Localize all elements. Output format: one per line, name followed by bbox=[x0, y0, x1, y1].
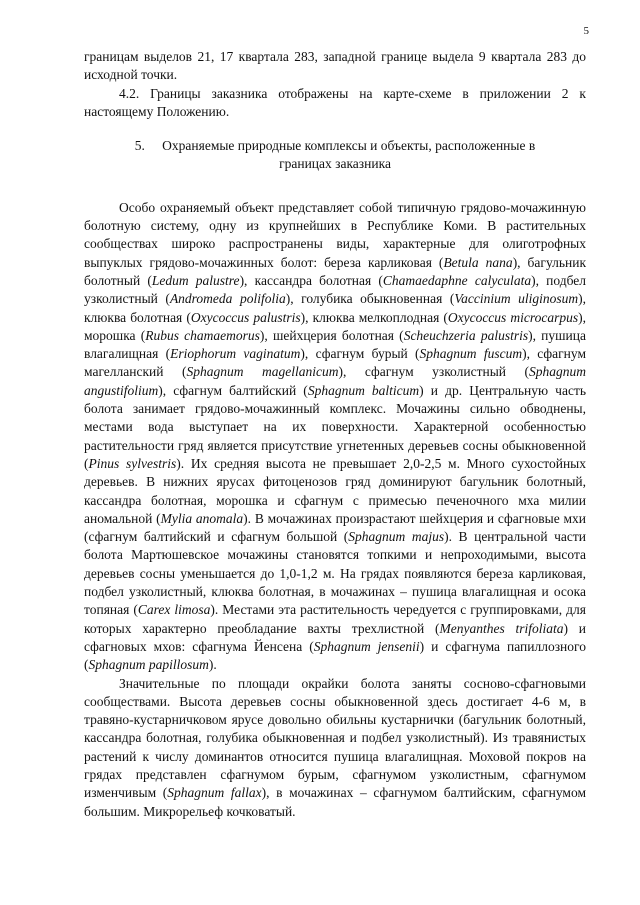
latin-species-name: Scheuchzeria palustris bbox=[403, 327, 529, 343]
latin-species-name: Vaccinium uliginosum bbox=[454, 291, 579, 307]
intro-paragraph: границам выделов 21, 17 квартала 283, западной границе выдела 9 квартала 283 до исходной точки. bbox=[84, 49, 586, 83]
latin-species-name: Pinus sylvestris bbox=[88, 455, 177, 471]
latin-species-name: Sphagnum jensenii bbox=[313, 638, 420, 654]
latin-species-name: Carex limosa bbox=[137, 602, 211, 618]
latin-species-name: Sphagnum magellanicum bbox=[186, 364, 339, 380]
item-4-2-paragraph: 4.2. Границы заказника отображены на карте-схеме в приложении 2 к настоящему Положению. bbox=[84, 85, 586, 119]
latin-species-name: Sphagnum majus bbox=[348, 529, 445, 545]
latin-species-name: Sphagnum balticum bbox=[307, 382, 420, 398]
latin-species-name: Menyanthes trifoliata bbox=[439, 620, 564, 636]
paragraph-pine-communities: Значительные по площади окрайки болота заняты сосново-сфагновыми сообществами. Высота деревьев сосны обыкновенной здесь достигает 4-6 м, в травяно-кустарничковом ярусе довольно обильны кустарнички (багульник болотный, кассандра болотная, голубика обыкновенная и подбел узколистный). Из травянистых растений к числу доминантов относится пушица влагалищная. Моховой покров на грядах представлен сфагнумом бурым, сфагнумом узколистным, сфагнумом изменчивым (Sphagnum fallax), в мочажинах – сфагнумом балтийским, сфагнумом большим. Микрорельеф кочковатый. bbox=[84, 675, 586, 819]
latin-species-name: Oxycoccus microcarpus bbox=[447, 309, 579, 325]
page-number: 5 bbox=[583, 25, 589, 37]
latin-species-name: Sphagnum angustifolium bbox=[84, 364, 586, 398]
latin-species-name: Eriophorum vaginatum bbox=[170, 346, 301, 362]
latin-species-name: Sphagnum fuscum bbox=[419, 346, 523, 362]
latin-species-name: Ledum palustre bbox=[151, 272, 240, 288]
latin-species-name: Betula nana bbox=[443, 254, 513, 270]
latin-species-name: Sphagnum fallax bbox=[167, 785, 262, 801]
section-title-line1: Охраняемые природные комплексы и объекты, расположенные в bbox=[162, 138, 536, 154]
latin-species-name: Sphagnum papillosum bbox=[88, 657, 209, 673]
latin-species-name: Rubus chamaemorus bbox=[145, 327, 260, 343]
latin-species-name: Andromeda polifolia bbox=[169, 291, 286, 307]
section-title-line2: границах заказника bbox=[279, 156, 391, 172]
latin-species-name: Mylia anomala bbox=[160, 510, 244, 526]
latin-species-name: Chamaedaphne calyculata bbox=[382, 272, 532, 288]
section-number: 5. bbox=[134, 138, 145, 154]
section-heading bbox=[84, 137, 586, 174]
paragraph-vegetation: Особо охраняемый объект представляет собой типичную грядово-мочажинную болотную систему, одну из крупнейших в Республике Коми. В растительных сообществах широко распространены виды, характерные для олиготрофных выпуклых грядово-мочажинных болот: береза карликовая (Betula nana), багульник болотный (Ledum palustre), кассандра болотная (Chamaedaphne calyculata), подбел узколистный (Andromeda polifolia), голубика обыкновенная (Vaccinium uliginosum), клюква болотная (Oxycoccus palustris), клюква мелкоплодная (Oxycoccus microcarpus), морошка (Rubus chamaemorus), шейхцерия болотная (Scheuchzeria palustris), пушица влагалищная (Eriophorum vaginatum), сфагнум бурый (Sphagnum fuscum), сфагнум магелланский (Sphagnum magellanicum), сфагнум узколистный (Sphagnum angustifolium), сфагнум балтийский (Sphagnum balticum) и др. Центральную часть болота занимает грядово-мочажинный комплекс. Мочажины сильно обводнены, местами вода выступает на их поверхности. Характерной особенностью растительности гряд является присутствие угнетенных деревьев сосны обыкновенной (Pinus sylvestris). Их средняя высота не превышает 2,0-2,5 м. Много сухостойных деревьев. В нижних ярусах фитоценозов гряд доминируют багульник болотный, кассандра болотная, морошка и сфагнум с примесью печеночного мха милии аномальной (Mylia anomala). В мочажинах произрастают шейхцерия и сфагновые мхи (сфагнум балтийский и сфагнум большой (Sphagnum majus). В центральной части болота Мартюшевское мочажины становятся топкими и непроходимыми, высота деревьев сосны уменьшается до 1,0-1,2 м. На грядах появляются береза карликовая, подбел узколистный, клюква болотная, в мочажинах – пушица влагалищная и осока топяная (Carex limosa). Местами эта растительность чередуется с группировками, для которых характерно преобладание вахты трехлистной (Menyanthes trifoliata) и сфагновых мхов: сфагнума Йенсена (Sphagnum jensenii) и сфагнума папиллозного (Sphagnum papillosum). bbox=[84, 199, 587, 673]
document-body bbox=[84, 0, 586, 821]
latin-species-name: Oxycoccus palustris bbox=[190, 309, 301, 325]
